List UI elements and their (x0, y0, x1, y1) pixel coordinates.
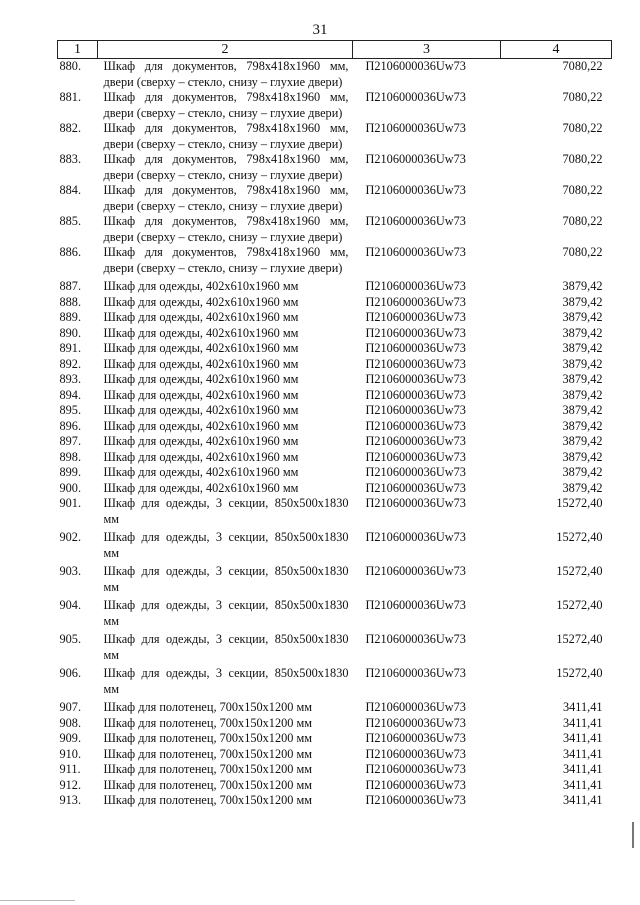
item-code: П2106000036Uw73 (365, 666, 466, 680)
table-row (58, 214, 612, 245)
item-name: Шкаф для одежды, 3 секции, 850x500x1830 мм (103, 564, 349, 594)
item-number: 898. (59, 449, 82, 464)
item-code: П2106000036Uw73 (365, 480, 466, 495)
item-number: 884. (59, 183, 82, 197)
item-code: П2106000036Uw73 (365, 598, 466, 612)
item-price: 3879,42 (562, 372, 603, 386)
item-price: 15272,40 (556, 496, 603, 510)
item-number: 906. (59, 666, 82, 680)
item-number: 887. (59, 279, 82, 293)
item-name: Шкаф для полотенец, 700x150x1200 мм (103, 731, 313, 745)
item-name: Шкаф для одежды, 3 секции, 850x500x1830 мм (103, 666, 349, 696)
item-code: П2106000036Uw73 (365, 731, 466, 745)
item-name: Шкаф для документов, 798x418x1960 мм, двери (сверху – стекло, снизу – глухие двери) (103, 245, 349, 275)
item-number: 901. (59, 496, 82, 510)
item-code: П2106000036Uw73 (365, 341, 466, 355)
item-name: Шкаф для одежды, 3 секции, 850x500x1830 мм (103, 598, 349, 628)
item-price: 3879,42 (562, 356, 603, 371)
item-price: 3411,41 (562, 762, 603, 776)
item-code: П2106000036Uw73 (365, 325, 466, 340)
header-col-3: 3 (353, 41, 501, 59)
item-name: Шкаф для одежды, 402x610x1960 мм (103, 341, 299, 355)
item-price: 3411,41 (562, 746, 603, 761)
item-code: П2106000036Uw73 (365, 279, 466, 293)
table-row (58, 481, 612, 497)
table-row (58, 632, 612, 666)
item-code: П2106000036Uw73 (365, 530, 466, 544)
table-row (58, 530, 612, 564)
item-code: П2106000036Uw73 (365, 214, 466, 228)
item-name: Шкаф для полотенец, 700x150x1200 мм (103, 793, 313, 807)
item-number: 907. (59, 700, 82, 714)
item-name: Шкаф для документов, 798x418x1960 мм, двери (сверху – стекло, снизу – глухие двери) (103, 214, 349, 244)
item-name: Шкаф для одежды, 402x610x1960 мм (103, 279, 299, 293)
item-price: 3879,42 (562, 480, 603, 495)
table-row (58, 793, 612, 809)
item-price: 7080,22 (562, 152, 603, 166)
item-code: П2106000036Uw73 (365, 434, 466, 448)
item-number: 900. (59, 480, 82, 495)
item-code: П2106000036Uw73 (365, 418, 466, 433)
item-number: 885. (59, 214, 82, 228)
item-code: П2106000036Uw73 (365, 700, 466, 714)
table-row (58, 310, 612, 326)
item-name: Шкаф для одежды, 402x610x1960 мм (103, 480, 299, 495)
item-price: 7080,22 (562, 214, 603, 228)
table-row (58, 564, 612, 598)
table-row (58, 403, 612, 419)
item-price: 7080,22 (562, 183, 603, 197)
item-code: П2106000036Uw73 (365, 121, 466, 135)
table-row (58, 372, 612, 388)
item-name: Шкаф для одежды, 402x610x1960 мм (103, 434, 299, 448)
item-number: 880. (59, 59, 82, 73)
item-price: 3411,41 (562, 715, 603, 730)
table-row (58, 152, 612, 183)
table-row (58, 716, 612, 732)
item-name: Шкаф для одежды, 402x610x1960 мм (103, 403, 299, 417)
item-code: П2106000036Uw73 (365, 59, 466, 73)
item-price: 7080,22 (562, 245, 603, 259)
table-row (58, 496, 612, 530)
header-col-4: 4 (501, 41, 612, 59)
item-name: Шкаф для одежды, 402x610x1960 мм (103, 387, 299, 402)
item-number: 891. (59, 341, 82, 355)
header-col-2: 2 (98, 41, 353, 59)
table-row (58, 326, 612, 342)
table-row (58, 357, 612, 373)
item-number: 912. (59, 777, 82, 792)
item-name: Шкаф для документов, 798x418x1960 мм, двери (сверху – стекло, снизу – глухие двери) (103, 121, 349, 151)
item-price: 7080,22 (562, 121, 603, 135)
item-price: 3411,41 (562, 777, 603, 792)
item-code: П2106000036Uw73 (365, 465, 466, 479)
item-price: 7080,22 (562, 90, 603, 104)
table-row (58, 59, 612, 91)
table-row (58, 762, 612, 778)
item-name: Шкаф для одежды, 402x610x1960 мм (103, 325, 299, 340)
item-name: Шкаф для одежды, 3 секции, 850x500x1830 мм (103, 632, 349, 662)
table-row (58, 245, 612, 279)
item-code: П2106000036Uw73 (365, 746, 466, 761)
item-name: Шкаф для документов, 798x418x1960 мм, двери (сверху – стекло, снизу – глухие двери) (103, 59, 349, 89)
inventory-table (57, 40, 612, 809)
item-price: 3879,42 (562, 465, 603, 479)
table-row (58, 279, 612, 295)
item-price: 3411,41 (562, 700, 603, 714)
item-name: Шкаф для одежды, 402x610x1960 мм (103, 294, 299, 309)
table-row (58, 434, 612, 450)
page-number: 31 (312, 22, 328, 38)
table-row (58, 341, 612, 357)
table-row (58, 121, 612, 152)
item-price: 15272,40 (556, 632, 603, 646)
item-name: Шкаф для полотенец, 700x150x1200 мм (103, 746, 313, 761)
item-price: 7080,22 (562, 59, 603, 73)
table-row (58, 465, 612, 481)
table-row (58, 598, 612, 632)
item-price: 3879,42 (562, 387, 603, 402)
table-row (58, 419, 612, 435)
table-row (58, 388, 612, 404)
item-code: П2106000036Uw73 (365, 310, 466, 324)
item-price: 3411,41 (562, 793, 603, 807)
table-row (58, 747, 612, 763)
item-code: П2106000036Uw73 (365, 294, 466, 309)
item-code: П2106000036Uw73 (365, 564, 466, 578)
item-number: 889. (59, 310, 82, 324)
item-number: 897. (59, 434, 82, 448)
item-name: Шкаф для документов, 798x418x1960 мм, двери (сверху – стекло, снизу – глухие двери) (103, 152, 349, 182)
item-code: П2106000036Uw73 (365, 715, 466, 730)
item-price: 3879,42 (562, 418, 603, 433)
item-number: 899. (59, 465, 82, 479)
item-code: П2106000036Uw73 (365, 372, 466, 386)
scan-mark-right (632, 822, 634, 848)
item-code: П2106000036Uw73 (365, 183, 466, 197)
item-number: 893. (59, 372, 82, 386)
item-code: П2106000036Uw73 (365, 387, 466, 402)
item-number: 908. (59, 715, 82, 730)
item-price: 3879,42 (562, 294, 603, 309)
header-col-1: 1 (58, 41, 98, 59)
table-header (58, 41, 612, 59)
item-number: 882. (59, 121, 82, 135)
item-price: 3879,42 (562, 279, 603, 293)
scan-mark-bottom (0, 900, 75, 901)
item-number: 886. (59, 245, 82, 259)
item-number: 910. (59, 746, 82, 761)
item-price: 3879,42 (562, 434, 603, 448)
item-number: 892. (59, 356, 82, 371)
item-code: П2106000036Uw73 (365, 449, 466, 464)
item-code: П2106000036Uw73 (365, 356, 466, 371)
item-number: 909. (59, 731, 82, 745)
item-number: 895. (59, 403, 82, 417)
item-name: Шкаф для полотенец, 700x150x1200 мм (103, 700, 313, 714)
table-row (58, 778, 612, 794)
item-name: Шкаф для полотенец, 700x150x1200 мм (103, 715, 313, 730)
item-number: 904. (59, 598, 82, 612)
item-price: 15272,40 (556, 598, 603, 612)
item-number: 905. (59, 632, 82, 646)
item-name: Шкаф для одежды, 3 секции, 850x500x1830 мм (103, 530, 349, 560)
item-name: Шкаф для одежды, 3 секции, 850x500x1830 мм (103, 496, 349, 526)
item-number: 890. (59, 325, 82, 340)
item-name: Шкаф для полотенец, 700x150x1200 мм (103, 777, 313, 792)
item-number: 888. (59, 294, 82, 309)
item-price: 15272,40 (556, 666, 603, 680)
table-row (58, 666, 612, 700)
item-price: 3879,42 (562, 449, 603, 464)
item-number: 913. (59, 793, 82, 807)
table-row (58, 295, 612, 311)
item-price: 3879,42 (562, 310, 603, 324)
item-number: 883. (59, 152, 82, 166)
item-number: 894. (59, 387, 82, 402)
item-name: Шкаф для одежды, 402x610x1960 мм (103, 310, 299, 324)
item-code: П2106000036Uw73 (365, 762, 466, 776)
item-number: 903. (59, 564, 82, 578)
item-code: П2106000036Uw73 (365, 90, 466, 104)
item-name: Шкаф для одежды, 402x610x1960 мм (103, 372, 299, 386)
item-name: Шкаф для одежды, 402x610x1960 мм (103, 356, 299, 371)
item-code: П2106000036Uw73 (365, 152, 466, 166)
table-body (58, 59, 612, 809)
item-price: 3879,42 (562, 403, 603, 417)
item-code: П2106000036Uw73 (365, 496, 466, 510)
item-code: П2106000036Uw73 (365, 777, 466, 792)
item-name: Шкаф для одежды, 402x610x1960 мм (103, 449, 299, 464)
item-price: 3879,42 (562, 341, 603, 355)
item-code: П2106000036Uw73 (365, 793, 466, 807)
item-price: 15272,40 (556, 530, 603, 544)
item-name: Шкаф для одежды, 402x610x1960 мм (103, 465, 299, 479)
item-name: Шкаф для одежды, 402x610x1960 мм (103, 418, 299, 433)
inventory-table-container (57, 40, 611, 809)
item-name: Шкаф для документов, 798x418x1960 мм, двери (сверху – стекло, снизу – глухие двери) (103, 90, 349, 120)
item-name: Шкаф для документов, 798x418x1960 мм, двери (сверху – стекло, снизу – глухие двери) (103, 183, 349, 213)
item-code: П2106000036Uw73 (365, 245, 466, 259)
item-number: 881. (59, 90, 82, 104)
item-code: П2106000036Uw73 (365, 403, 466, 417)
header-row (58, 41, 612, 59)
item-code: П2106000036Uw73 (365, 632, 466, 646)
table-row (58, 183, 612, 214)
item-price: 3879,42 (562, 325, 603, 340)
item-number: 911. (59, 762, 81, 776)
item-price: 15272,40 (556, 564, 603, 578)
table-row (58, 731, 612, 747)
item-number: 902. (59, 530, 82, 544)
table-row (58, 450, 612, 466)
item-price: 3411,41 (562, 731, 603, 745)
table-row (58, 700, 612, 716)
item-name: Шкаф для полотенец, 700x150x1200 мм (103, 762, 313, 776)
item-number: 896. (59, 418, 82, 433)
table-row (58, 90, 612, 121)
